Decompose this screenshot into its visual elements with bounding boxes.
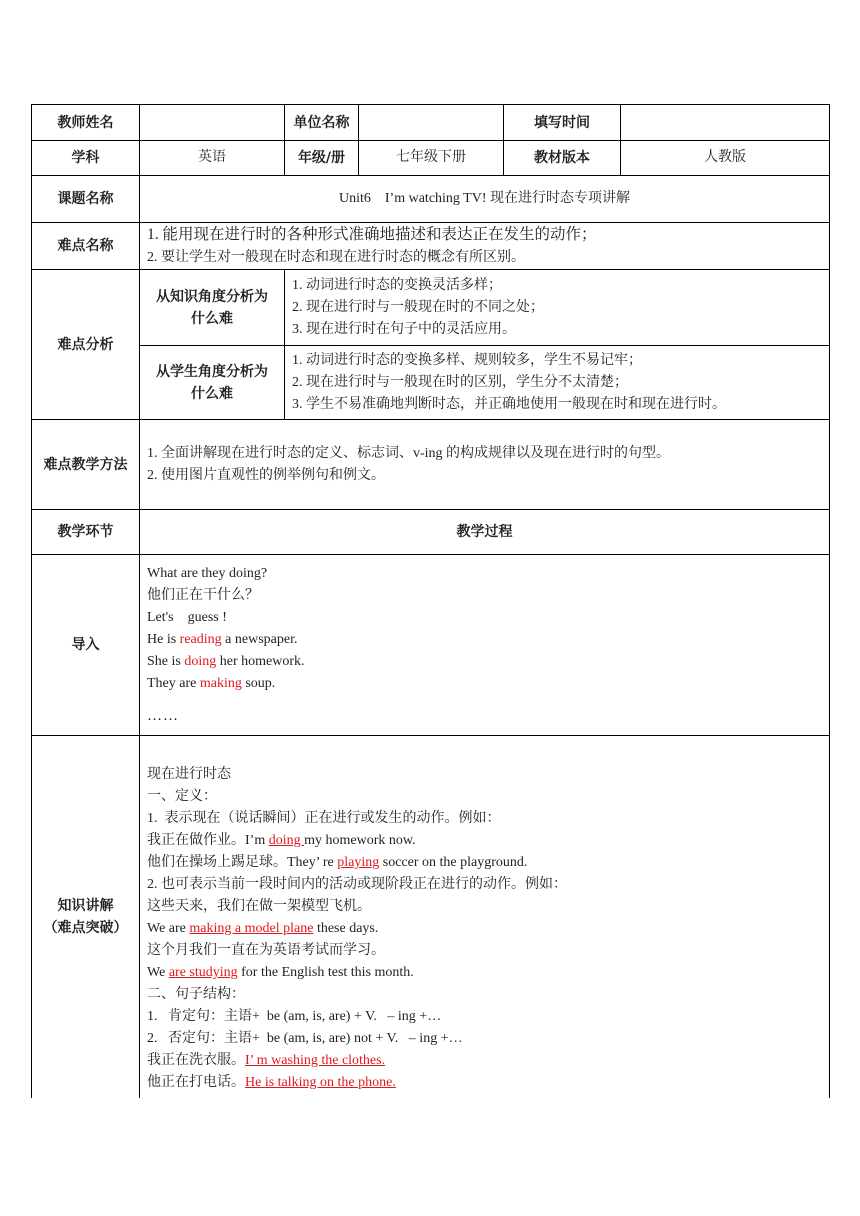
- highlight-verb: reading: [179, 632, 222, 647]
- example-6: [147, 1072, 822, 1094]
- sentence-text: 他们在操场上踢足球。They’ re: [147, 854, 338, 870]
- knowledge-angle-line-1: 1. 动词进行时态的变换灵活多样；: [292, 277, 502, 293]
- subject-value: 英语: [140, 141, 285, 176]
- topic-subtitle: 现在进行时态专项讲解: [490, 191, 630, 206]
- example-5: [147, 1050, 822, 1072]
- example-4-cn: 这个月我们一直在为英语考试而学习。: [147, 942, 385, 958]
- unit-value: [359, 105, 504, 141]
- definition-2: 2. 也可表示当前一段时间内的活动或现阶段正在进行的动作。例如：: [147, 876, 567, 892]
- sentence-text: 他正在打电话。: [147, 1074, 245, 1090]
- header-row-1: [32, 105, 830, 141]
- topic-label: 课题名称: [32, 176, 140, 223]
- sentence-text: 我正在做作业。I’m: [147, 832, 269, 848]
- sentence-text: She is: [147, 654, 185, 669]
- knowledge-title: 现在进行时态: [147, 766, 231, 782]
- highlight-sentence: He is talking on the phone.: [245, 1074, 396, 1090]
- highlight-verb: making a model plane: [189, 920, 314, 936]
- topic-row: [32, 176, 830, 223]
- difficulty-row: [32, 223, 830, 270]
- sentence-text: 我正在洗衣服。: [147, 1052, 245, 1068]
- student-angle-line-1: 1. 动词进行时态的变换多样、规则较多，学生不易记牢；: [292, 352, 642, 368]
- sentence-text: We are: [147, 920, 190, 936]
- example-1: [147, 830, 822, 852]
- structure-heading: 二、句子结构：: [147, 986, 245, 1002]
- difficulty-cell: [140, 223, 830, 270]
- sentence-text: her homework.: [216, 654, 305, 669]
- sentence-text: soup.: [241, 676, 276, 691]
- intro-label: 导入: [32, 555, 140, 736]
- lesson-plan-table: [31, 104, 830, 1098]
- knowledge-label: [32, 736, 140, 1098]
- sentence-text: for the English test this month.: [237, 964, 414, 980]
- intro-ellipsis: ……: [147, 708, 179, 724]
- knowledge-label-line-1: 知识讲解: [57, 897, 114, 914]
- student-angle-line-2: 2. 现在进行时与一般现在时的区别，学生分不太清楚；: [292, 374, 628, 390]
- example-2: [147, 852, 822, 874]
- sentence-text: these days.: [313, 920, 379, 936]
- subject-label: 学科: [32, 141, 140, 176]
- knowledge-angle-line-2: 2. 现在进行时与一般现在时的不同之处；: [292, 299, 544, 315]
- method-line-2: 2. 使用图片直观性的例举例句和例文。: [147, 467, 385, 483]
- teacher-name-value: [140, 105, 285, 141]
- method-line-1: 1. 全面讲解现在进行时态的定义、标志词、v-ing 的构成规律以及现在进行时的句型。: [147, 445, 671, 461]
- sentence-text: They are: [147, 676, 200, 691]
- intro-question-cn: 他们正在干什么？: [147, 588, 259, 603]
- definition-1: 1. 表示现在（说话瞬间）正在进行或发生的动作。例如：: [147, 810, 501, 826]
- header-row-2: [32, 141, 830, 176]
- example-3: [147, 918, 822, 940]
- sentence-text: He is: [147, 632, 180, 647]
- edition-value: 人教版: [621, 141, 830, 176]
- intro-question-en: What are they doing?: [147, 566, 268, 581]
- intro-sentence-3: [147, 673, 822, 695]
- structure-affirmative: 1. 肯定句：主语+ be (am, is, are) + V. – ing +…: [147, 1008, 442, 1024]
- sentence-text: We: [147, 964, 169, 980]
- method-row: [32, 420, 830, 510]
- student-angle-cell: [285, 346, 830, 420]
- highlight-verb: are studying: [168, 964, 238, 980]
- stage-label: 教学环节: [32, 510, 140, 555]
- difficulty-line-2: 2. 要让学生对一般现在时态和现在进行时态的概念有所区别。: [147, 250, 525, 265]
- highlight-sentence: I’ m washing the clothes.: [245, 1052, 386, 1068]
- knowledge-cell: [140, 736, 830, 1098]
- fill-time-value: [621, 105, 830, 141]
- process-header-row: [32, 510, 830, 555]
- intro-row: [32, 555, 830, 736]
- topic-title: Unit6 I’m watching TV!: [339, 191, 487, 206]
- definition-heading: 一、定义：: [147, 788, 217, 804]
- knowledge-label-line-2: （难点突破）: [43, 919, 128, 936]
- sentence-text: soccer on the playground.: [379, 854, 528, 870]
- analysis-knowledge-row: [32, 270, 830, 346]
- teacher-name-label: 教师姓名: [32, 105, 140, 141]
- intro-sentence-1: [147, 629, 822, 651]
- intro-cell: [140, 555, 830, 736]
- highlight-verb: making: [199, 676, 242, 691]
- process-label: 教学过程: [140, 510, 830, 555]
- analysis-label: 难点分析: [32, 270, 140, 420]
- sentence-text: a newspaper.: [221, 632, 298, 647]
- fill-time-label: 填写时间: [504, 105, 621, 141]
- knowledge-row: [32, 736, 830, 1098]
- example-4: [147, 962, 822, 984]
- grade-label: 年级/册: [285, 141, 359, 176]
- highlight-verb: doing: [184, 654, 217, 669]
- knowledge-angle-line-3: 3. 现在进行时在句子中的灵活应用。: [292, 321, 516, 337]
- grade-value: 七年级下册: [359, 141, 504, 176]
- unit-label: 单位名称: [285, 105, 359, 141]
- intro-sentence-2: [147, 651, 822, 673]
- method-cell: [140, 420, 830, 510]
- difficulty-line-1: 1. 能用现在进行时的各种形式准确地描述和表达正在发生的动作；: [147, 226, 597, 243]
- structure-negative: 2. 否定句：主语+ be (am, is, are) not + V. – ing +…: [147, 1030, 463, 1046]
- student-angle-label: 从学生角度分析为什么难: [140, 346, 285, 420]
- knowledge-angle-cell: [285, 270, 830, 346]
- highlight-verb: doing: [268, 832, 305, 848]
- sentence-text: my homework now.: [304, 832, 416, 848]
- highlight-verb: playing: [337, 854, 380, 870]
- knowledge-angle-label: 从知识角度分析为什么难: [140, 270, 285, 346]
- difficulty-label: 难点名称: [32, 223, 140, 270]
- student-angle-line-3: 3. 学生不易准确地判断时态，并正确地使用一般现在时和现在进行时。: [292, 396, 726, 412]
- analysis-student-row: [32, 346, 830, 420]
- edition-label: 教材版本: [504, 141, 621, 176]
- topic-cell: [140, 176, 830, 223]
- example-3-cn: 这些天来，我们在做一架模型飞机。: [147, 898, 371, 914]
- intro-guess: Let's guess !: [147, 610, 227, 625]
- method-label: 难点教学方法: [32, 420, 140, 510]
